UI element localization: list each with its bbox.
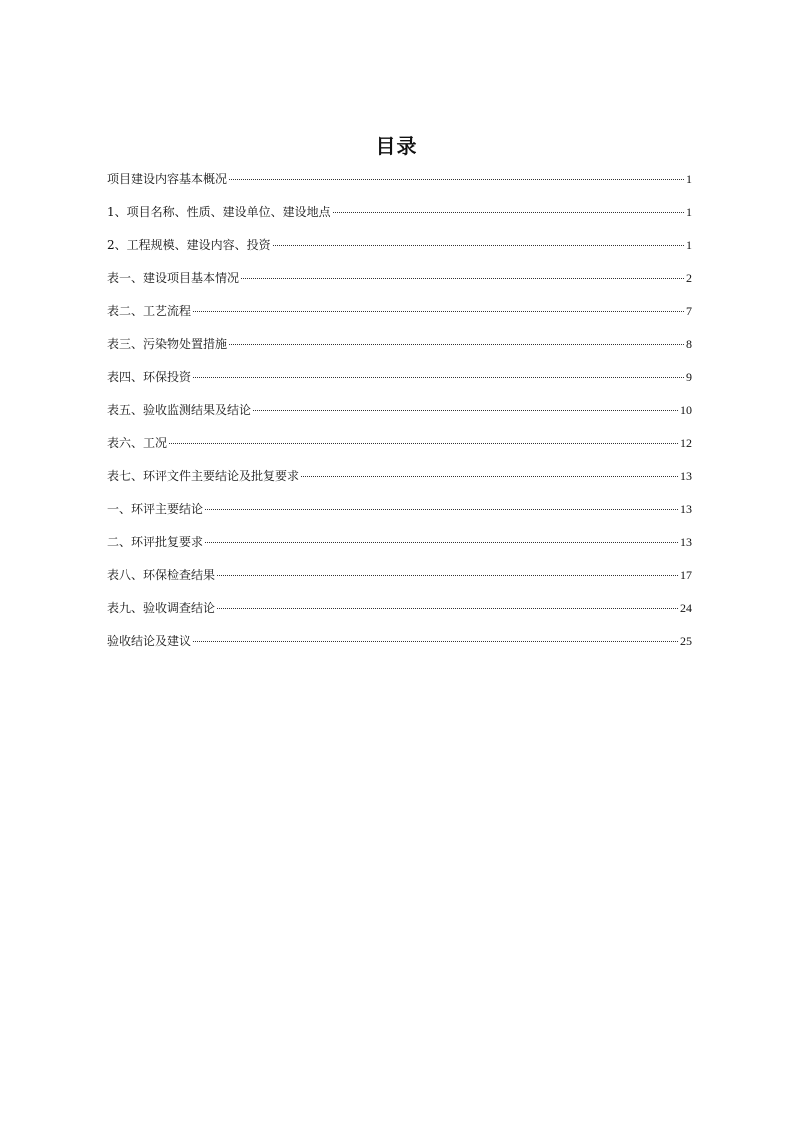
toc-page-number: 7 (686, 304, 692, 318)
toc-entry[interactable] (107, 335, 692, 368)
toc-page-number: 13 (680, 469, 692, 483)
toc-dot-leader (301, 476, 678, 477)
toc-entry-label: 表二、工艺流程 (107, 304, 192, 318)
toc-dot-leader (217, 608, 678, 609)
toc-page-number: 1 (686, 238, 692, 252)
toc-entry-label: 表九、验收调查结论 (107, 601, 216, 615)
toc-dot-leader (229, 179, 684, 180)
toc-entry[interactable] (107, 533, 692, 566)
toc-entry-label: 1、项目名称、性质、建设单位、建设地点 (107, 205, 331, 219)
toc-entry-label: 项目建设内容基本概况 (107, 172, 228, 186)
toc-entry-label: 表七、环评文件主要结论及批复要求 (107, 469, 300, 483)
toc-entry[interactable] (107, 170, 692, 203)
toc-entry-label: 表一、建设项目基本情况 (107, 271, 240, 285)
toc-dot-leader (193, 311, 684, 312)
toc-dot-leader (241, 278, 684, 279)
toc-entry-label: 表五、验收监测结果及结论 (107, 403, 252, 417)
toc-dot-leader (193, 377, 684, 378)
toc-dot-leader (205, 542, 678, 543)
toc-entry-label: 验收结论及建议 (107, 634, 192, 648)
toc-entry[interactable] (107, 368, 692, 401)
toc-entry[interactable] (107, 500, 692, 533)
toc-dot-leader (229, 344, 684, 345)
toc-entry[interactable] (107, 236, 692, 269)
toc-page-number: 2 (686, 271, 692, 285)
toc-entry[interactable] (107, 599, 692, 632)
toc-dot-leader (217, 575, 678, 576)
toc-dot-leader (193, 641, 678, 642)
toc-page-number: 24 (680, 601, 692, 615)
toc-entry[interactable] (107, 203, 692, 236)
page-title: 目录 (375, 134, 418, 158)
toc-page-number: 12 (680, 436, 692, 450)
toc-entry-label: 表八、环保检查结果 (107, 568, 216, 582)
toc-entry[interactable] (107, 434, 692, 467)
toc-page-number: 8 (686, 337, 692, 351)
toc-page-number: 10 (680, 403, 692, 417)
toc-page-number: 9 (686, 370, 692, 384)
toc-dot-leader (273, 245, 684, 246)
toc-entry-label: 表六、工况 (107, 436, 168, 450)
toc-entry-label: 一、环评主要结论 (107, 502, 204, 516)
toc-page-number: 17 (680, 568, 692, 582)
toc-entry[interactable] (107, 566, 692, 599)
toc-entry[interactable] (107, 302, 692, 335)
toc-page-number: 1 (686, 172, 692, 186)
toc-entry-label: 2、工程规模、建设内容、投资 (107, 238, 271, 252)
toc-entry-label: 二、环评批复要求 (107, 535, 204, 549)
toc-entry[interactable] (107, 269, 692, 302)
toc-dot-leader (253, 410, 678, 411)
toc-entry-label: 表三、污染物处置措施 (107, 337, 228, 351)
toc-entry[interactable] (107, 632, 692, 665)
toc-dot-leader (169, 443, 678, 444)
table-of-contents (107, 170, 692, 665)
toc-page-number: 13 (680, 535, 692, 549)
toc-page-number: 13 (680, 502, 692, 516)
toc-entry[interactable] (107, 467, 692, 500)
toc-page-number: 1 (686, 205, 692, 219)
toc-dot-leader (333, 212, 684, 213)
toc-entry-label: 表四、环保投资 (107, 370, 192, 384)
toc-entry[interactable] (107, 401, 692, 434)
toc-dot-leader (205, 509, 678, 510)
toc-page-number: 25 (680, 634, 692, 648)
